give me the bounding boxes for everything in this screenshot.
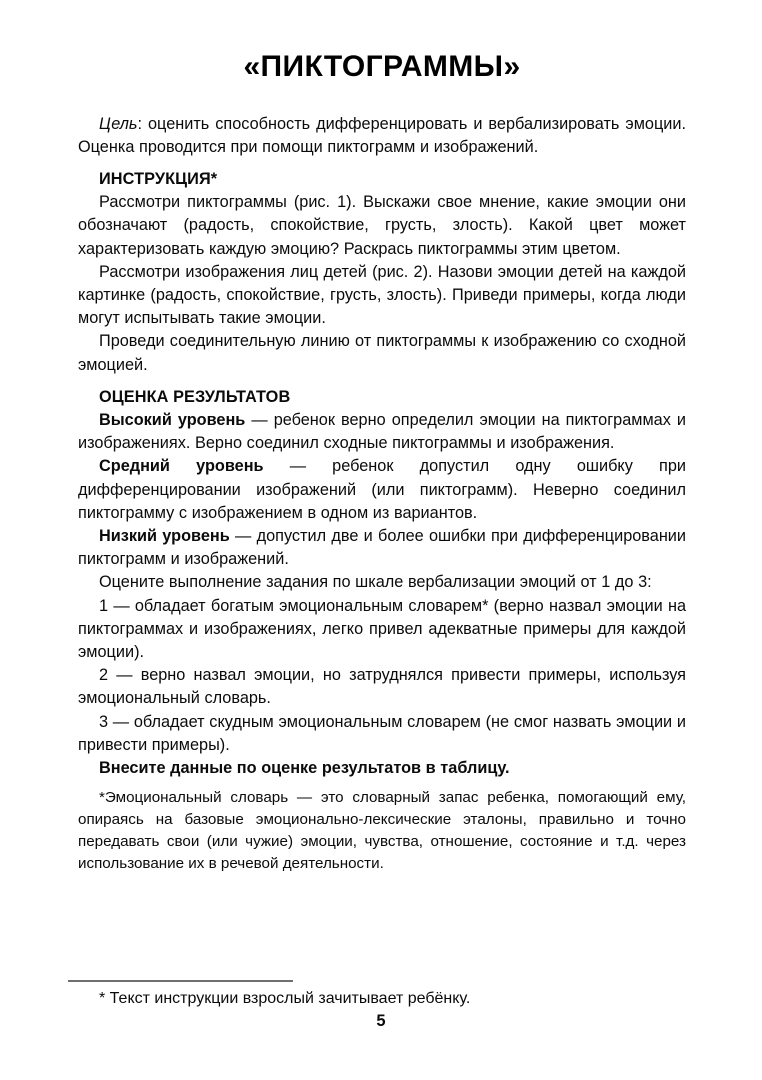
goal-label: Цель — [99, 114, 138, 133]
scale-intro: Оцените выполнение задания по шкале вербализации эмоций от 1 до 3: — [99, 573, 652, 592]
spacer-after-title — [78, 83, 686, 113]
level-medium — [78, 455, 686, 525]
footnote-text: * Текст инструкции взрослый зачитывает ребёнку. — [99, 990, 471, 1007]
level-low-text: — допустил две и более ошибки при дифференцировании пиктограмм и изображений. — [78, 526, 687, 569]
spacer-before-instruction-heading — [78, 159, 686, 168]
footnote-separator-line — [68, 980, 293, 982]
spacer-before-glossary — [78, 780, 686, 787]
level-high — [78, 409, 686, 455]
level-high-text: — ребенок верно определил эмоции на пиктограммах и изображениях. Верно соединил сходные пиктограммы и изображения. — [78, 410, 687, 453]
scale-item-3: 3 — обладает скудным эмоциональным словарем (не смог назвать эмоции и привести примеры). — [78, 712, 686, 754]
instruction-paragraph-3: Проведи соединительную линию от пиктограммы к изображению со сходной эмоцией. — [78, 332, 686, 374]
level-low — [78, 525, 686, 571]
spacer-before-results-heading — [78, 377, 686, 386]
footnote-separator — [68, 980, 293, 982]
goal-paragraph — [78, 113, 686, 159]
instruction-heading: ИНСТРУКЦИЯ* — [99, 169, 218, 188]
level-medium-name: Средний уровень — [99, 457, 264, 476]
results-heading: ОЦЕНКА РЕЗУЛЬТАТОВ — [99, 387, 291, 406]
instruction-paragraph-1: Рассмотри пиктограммы (рис. 1). Выскажи свое мнение, какие эмоции они обозначают (радость, спокойствие, грусть, злость). Какой цвет может характеризовать каждую эмоцию? Раскрась пиктограммы этим цветом. — [78, 193, 686, 258]
level-medium-text: — ребенок допустил одну ошибку при дифференцировании изображений (или пиктограмм). Неверно соединил пиктограмму с изображением в одном из вариантов. — [78, 457, 686, 522]
table-note: Внесите данные по оценке результатов в таблицу. — [99, 758, 510, 777]
instruction-paragraph-2: Рассмотри изображения лиц детей (рис. 2). Назови эмоции детей на каждой картинке (радость, спокойствие, грусть, злость). Приведи примеры, когда люди могут испытывать такие эмоции. — [78, 262, 686, 328]
scale-item-2: 2 — верно назвал эмоции, но затруднялся привести примеры, используя эмоциональный словарь. — [78, 666, 686, 708]
page-content — [78, 0, 686, 875]
page-title: «ПИКТОГРАММЫ» — [243, 50, 521, 83]
page-number: 5 — [376, 1012, 386, 1030]
level-high-name: Высокий уровень — [99, 410, 246, 429]
glossary-note: *Эмоциональный словарь — это словарный запас ребенка, помогающий ему, опираясь на базовые эмоционально-лексические эталоны, правильно и точно передавать свои (или чужие) эмоции, чувства, отношение, состояние и т.д. через использование их в речевой деятельности. — [78, 789, 686, 873]
level-low-name: Низкий уровень — [99, 526, 230, 545]
goal-text: : оценить способность дифференцировать и вербализировать эмоции. Оценка проводится при помощи пиктограмм и изображений. — [78, 114, 686, 156]
scale-item-1: 1 — обладает богатым эмоциональным словарем* (верно назвал эмоции на пиктограммах и изображениях, легко привел адекватные примеры для каждой эмоции). — [78, 596, 686, 661]
